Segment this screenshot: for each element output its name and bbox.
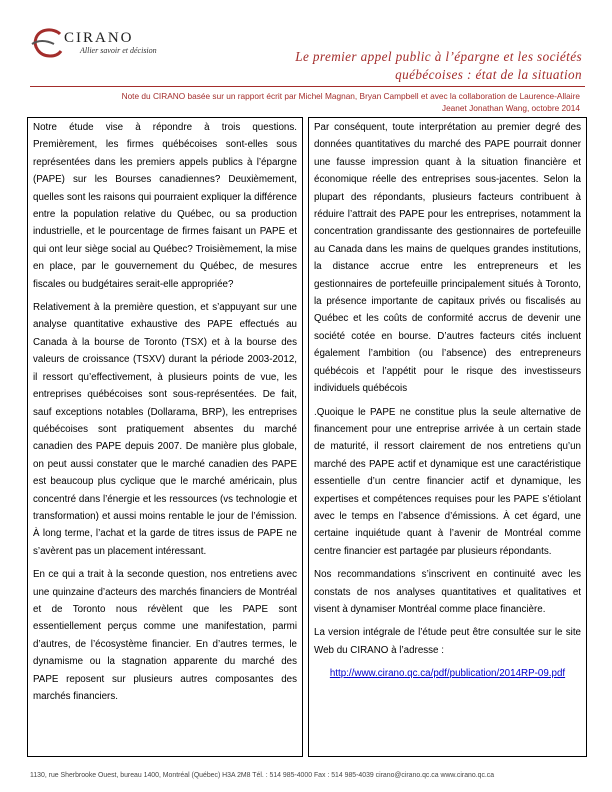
author-credit [30,90,580,114]
author-credit-line2: Jeanet Jonathan Wang, octobre 2014 [441,103,580,113]
right-column [308,117,587,757]
paragraph: Nos recommandations s’inscrivent en continuité avec les constats de nos analyses quantitatives et qualitatives et visent à dynamiser Montréal comme place financière. [314,569,581,615]
title-divider [30,86,585,87]
paragraph: Notre étude vise à répondre à trois questions. Premièrement, les firmes québécoises sont-elles sous représentées dans les premiers appels publics à l’épargne (PAPE) sur les Bourses canadiennes? Deuxièmement, quelles sont les raisons qui pourraient expliquer la différence entre la population relative du Québec, ou sa production industrielle, et le pourcentage de firmes faisant un PAPE et qui ont leur siège social au Québec? Troisièmement, la mise en place, par le gouvernement du Québec, de mesures fiscales ou budgétaires serait-elle appropriée? [33,122,297,290]
page-title-line1: Le premier appel public à l’épargne et les sociétés [295,49,582,64]
footer-address: 1130, rue Sherbrooke Ouest, bureau 1400, Montréal (Québec) H3A 2M8 Tél. : 514 985-4000 Fax : 514 985-4039 cirano@cirano.qc.ca www.cirano.qc.ca [30,772,495,779]
author-credit-line1: Note du CIRANO basée sur un rapport écrit par Michel Magnan, Bryan Campbell et avec la collaboration de Laurence-Allaire [121,91,580,101]
paragraph: Relativement à la première question, et s’appuyant sur une analyse quantitative exhaustive des PAPE effectués au Canada à la bourse de Toronto (TSX) et à la bourse des valeurs de croissance (TSXV) durant la période 2003-2012, il ressort qu’effectivement, à plusieurs points de vue, les entreprises québécoises sont sous-représentées. De fait, sauf exceptions notables (Dollarama, BRP), les entreprises québécoises sont pratiquement absentes du marché canadien des PAPE depuis 2007. De manière plus globale, on peut aussi constater que le marché canadien des PAPE est beaucoup plus cyclique que le marché américain, plus concentré dans l’énergie et les ressources (vs technologie et transformation) et aussi moins rentable le jour de l’émission. À long terme, l’achat et la garde de titres issus de PAPE ne s’avèrent pas un placement intéressant. [33,302,297,557]
paragraph: La version intégrale de l’étude peut être consultée sur le site Web du CIRANO à l’adresse : [314,627,581,656]
logo-name: CIRANO [64,30,134,46]
left-column [27,117,303,757]
paragraph: En ce qui a trait à la seconde question, nos entretiens avec une quinzaine d’acteurs des marchés financiers de Montréal et de Toronto nous révèlent que les PAPE sont essentiellement perçus comme une manifestation, parmi d’autres, de l’écosystème financier. En d’autres termes, le dynamisme ou la stagnation apparente du marché des PAPE reposent sur plusieurs autres composantes des marchés financiers. [33,569,297,702]
paragraph: Par conséquent, toute interprétation au premier degré des données quantitatives du marché des PAPE pourrait donner une fausse impression quant à la situation financière et économique réelle des entreprises sous-jacentes. Selon la plupart des répondants, plusieurs facteurs contribuent à réduire l’attrait des PAPE pour les entreprises, notamment la concentration grandissante des gestionnaires de portefeuille au Canada dans les mains de quelques grandes institutions, la distance accrue entre les entrepreneurs et les gestionnaires de portefeuille principalement situés à Toronto, la présence importante de capitaux privés ou fiscalisés au Québec et les coûts de conformité accrus de devenir une société cotée en bourse. D’autres facteurs cités incluent également l’ambition (ou l’absence) des entrepreneurs québécois et l’appétit pour le risque des investisseurs individuels québécois [314,122,581,395]
page-title [150,48,582,84]
cirano-logo-mark-icon [30,26,64,62]
link-paragraph [314,665,581,682]
page-title-line2: québécoises : état de la situation [395,67,582,82]
body-columns [27,117,587,767]
logo-tagline: Allier savoir et décision [80,46,157,55]
paragraph: .Quoique le PAPE ne constitue plus la seule alternative de financement pour une entreprise arrivée à un certain stade de maturité, il ressort clairement de nos entretiens qu’un marché des PAPE actif et dynamique est une caractéristique essentielle d’un centre financier actif et dynamique, les expertises et compétences requises pour les PAPE s’étiolant avec le temps en l’absence d’émissions. À cet égard, une certaine inquiétude quant à l’avenir de Montréal comme centre financier est partagée par plusieurs répondants. [314,406,581,557]
study-link[interactable]: http://www.cirano.qc.ca/pdf/publication/2014RP-09.pdf [329,668,566,680]
